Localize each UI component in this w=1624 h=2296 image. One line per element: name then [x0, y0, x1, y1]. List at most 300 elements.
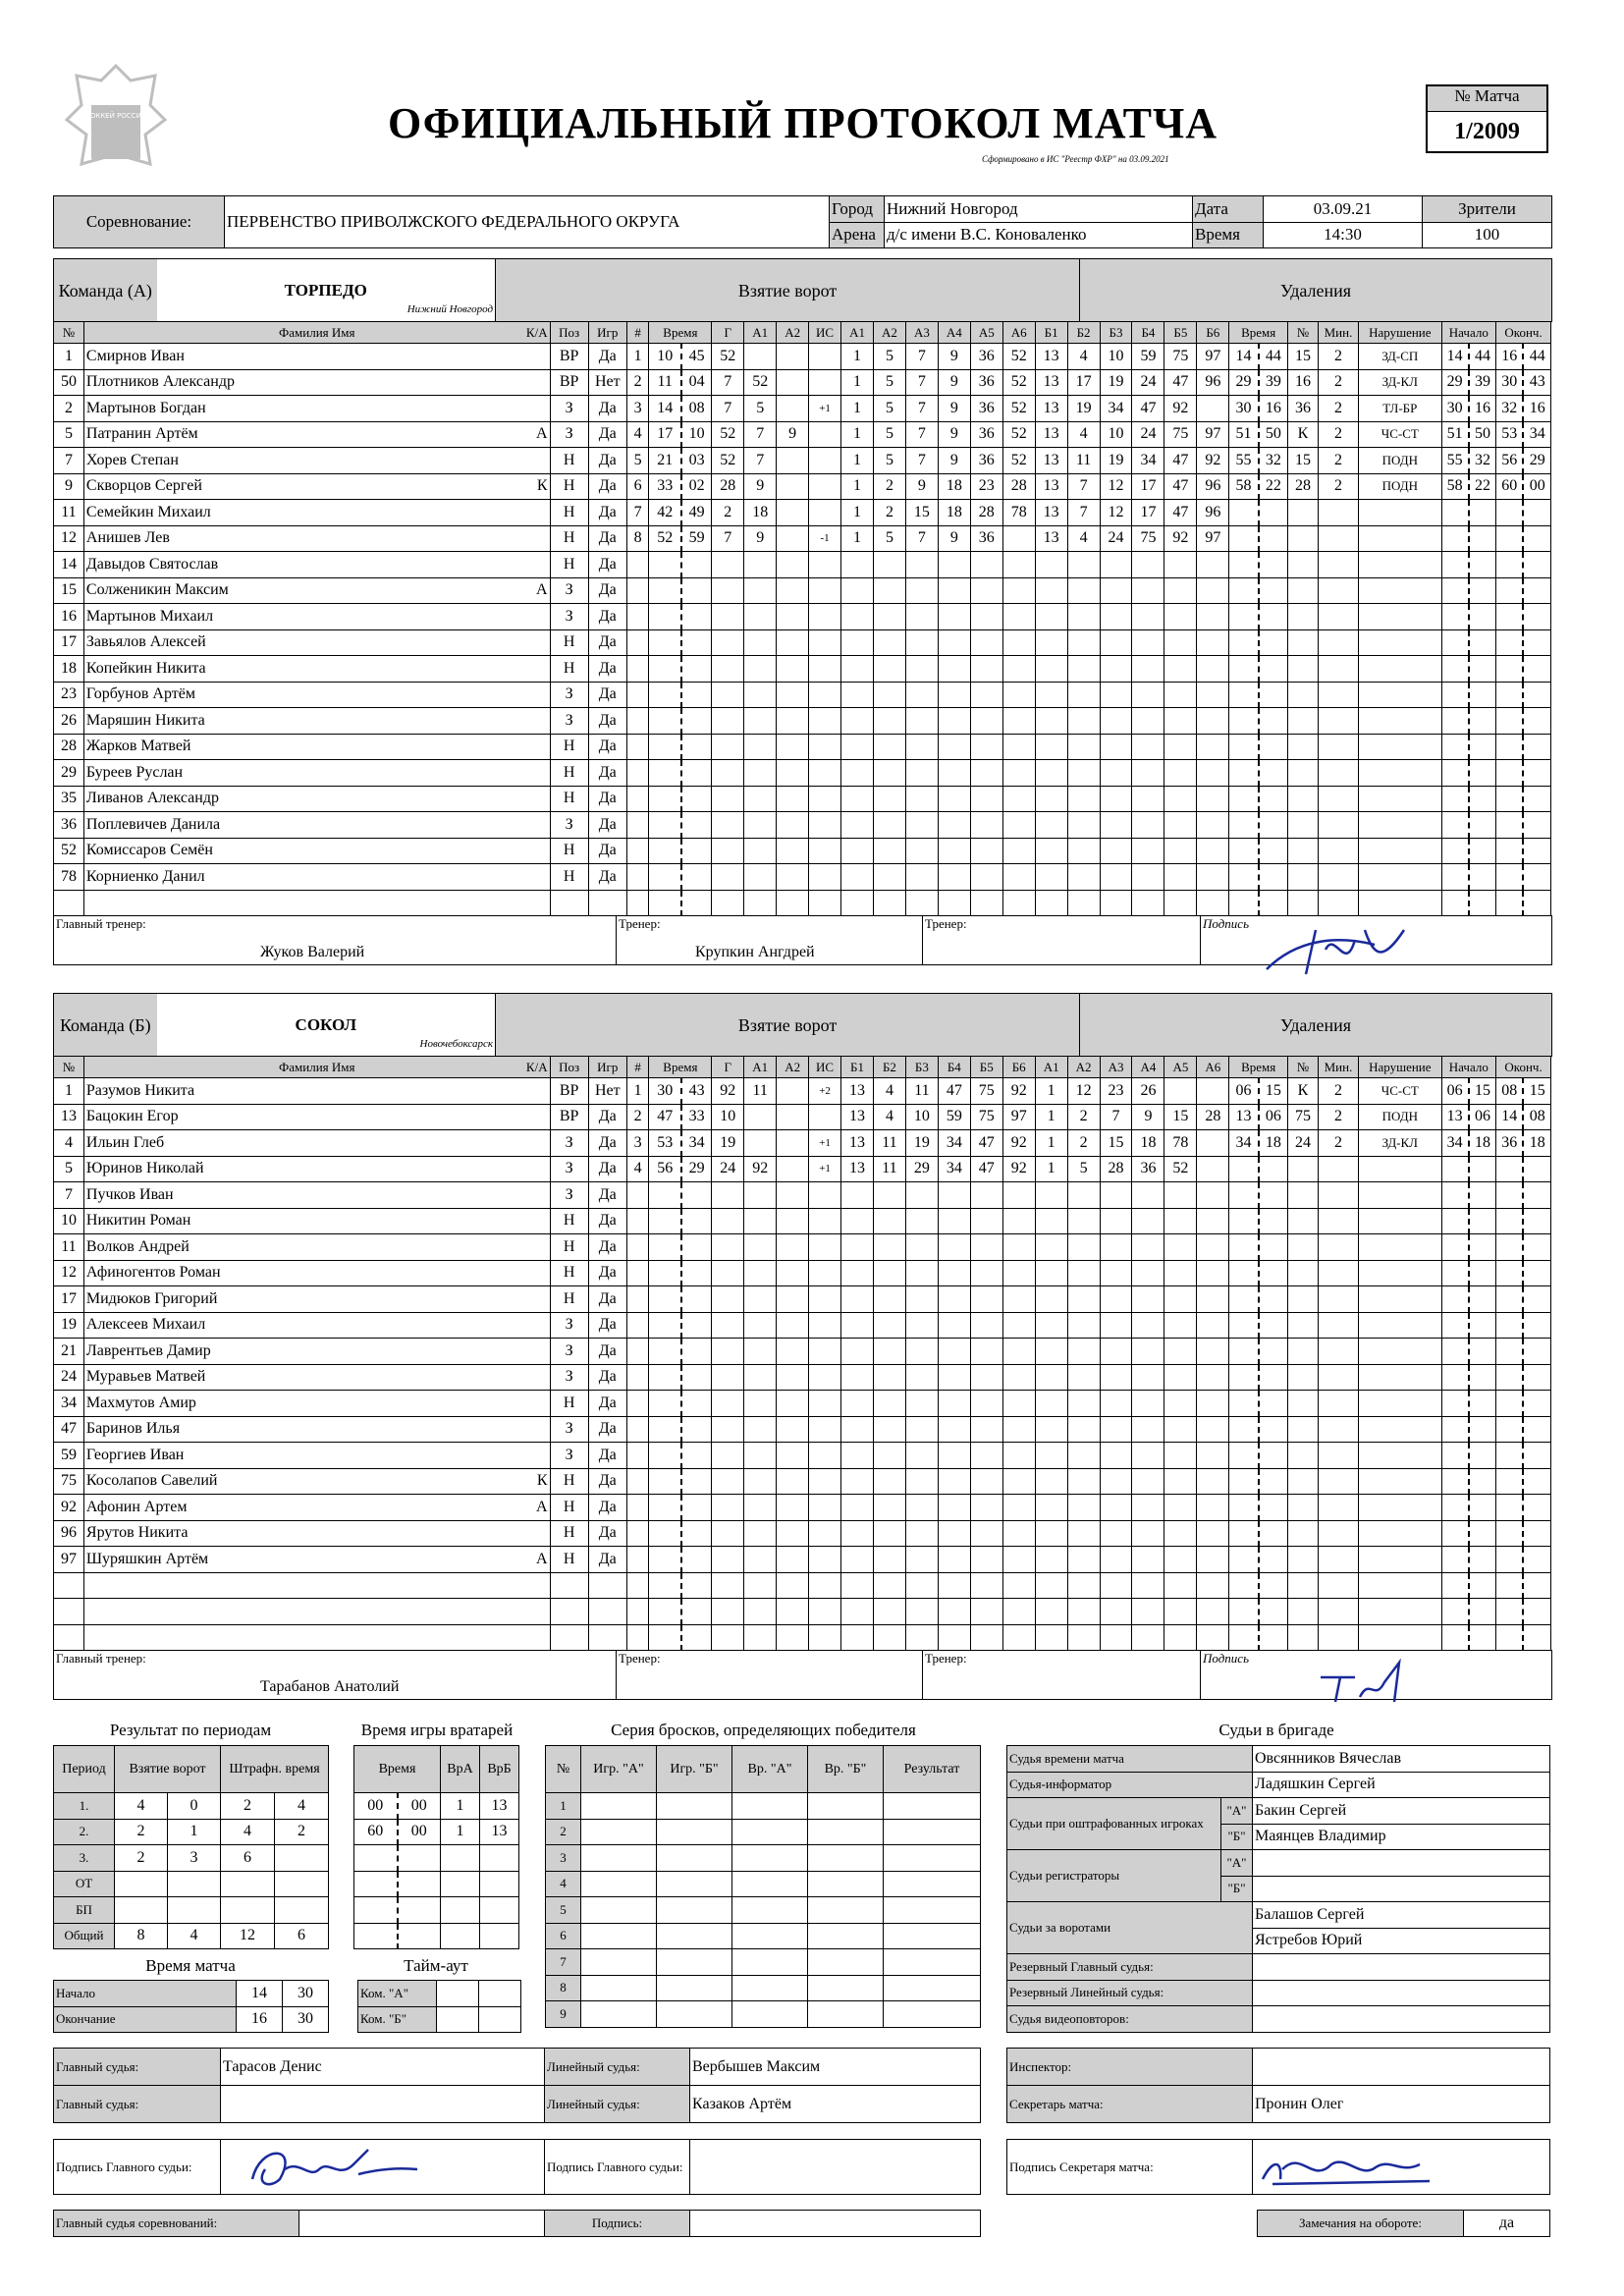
cell-text: 2 [626, 369, 649, 396]
cell-text: 17 [1067, 369, 1100, 396]
cell-text: 18 [54, 656, 84, 683]
cell-text [275, 1871, 329, 1897]
cell-text: Тренер: [619, 916, 661, 931]
cell-text: Результат [884, 1746, 981, 1793]
cell-text: 56 [1496, 448, 1524, 474]
team-a-block [53, 258, 1551, 965]
cell-text: 1 [1035, 1104, 1067, 1130]
cell-text: Н [550, 552, 588, 578]
table-row [54, 421, 1551, 448]
cell-text: 19 [1067, 396, 1100, 422]
cell-text: Мартынов Богдан [85, 399, 206, 416]
cell-text: Тренер: [925, 1651, 967, 1666]
cell-text: Судьи при оштрафованных игроках [1007, 1798, 1221, 1850]
cell-text [275, 1845, 329, 1872]
cell-text: Судья времени матча [1007, 1746, 1253, 1773]
cell-text: 10 [681, 421, 712, 448]
cell-text: 16 [1259, 396, 1288, 422]
cell-text: 9 [546, 2001, 581, 2028]
cell-text: 36 [970, 421, 1002, 448]
cell-text [480, 1897, 519, 1924]
cell-text [354, 1871, 398, 1897]
cell-text: 4 [168, 1923, 221, 1949]
cell-text: Да [588, 344, 626, 370]
cell-text: Солженикин Максим [85, 581, 229, 599]
cell-text: 34 [54, 1391, 84, 1417]
cell-text: 6 [546, 1923, 581, 1949]
cell-text: А [536, 1550, 548, 1567]
table-row [54, 604, 1551, 630]
cell-text: 7 [712, 525, 744, 552]
cell-text: А2 [777, 322, 809, 344]
cell-text: 02 [681, 473, 712, 500]
team-b-block [53, 993, 1551, 1700]
cell-text: 13 [1441, 1104, 1469, 1130]
cell-text: 11 [873, 1130, 905, 1157]
cell-text: Да [588, 812, 626, 839]
cell-text: Да [588, 1208, 626, 1234]
cell-text: "А" [1221, 1798, 1253, 1825]
signature-row [53, 2139, 981, 2195]
cell-text: Б3 [1100, 322, 1132, 344]
cell-text: 08 [1523, 1104, 1550, 1130]
table-row [54, 760, 1551, 787]
table-row [54, 1572, 1551, 1599]
cell-text: ЧС-СТ [1359, 421, 1441, 448]
cell-text: 17 [54, 1286, 84, 1313]
cell-text: А1 [1035, 1057, 1067, 1078]
cell-text: 47 [1164, 369, 1197, 396]
match-time-table [53, 1980, 329, 2033]
cell-text: ЧС-СТ [1359, 1078, 1441, 1105]
cell-text [809, 500, 841, 526]
cell-text [777, 500, 809, 526]
cell-text: Резервный Линейный судья: [1007, 1980, 1253, 2006]
periods-table [53, 1745, 329, 1949]
cell-text [354, 1845, 398, 1872]
cell-text: 12 [1100, 473, 1132, 500]
cell-text: 58 [1229, 473, 1259, 500]
cell-text: 13 [54, 1104, 84, 1130]
cell-text: 06 [1441, 1078, 1469, 1105]
cell-text: 7 [905, 344, 938, 370]
table-row [54, 1234, 1551, 1261]
cell-text: Копейкин Никита [85, 659, 206, 677]
cell-text: 30 [283, 1981, 329, 2007]
cell-text: 2 [1318, 473, 1358, 500]
cell-text: 53 [649, 1130, 681, 1157]
cell-text: Да [588, 656, 626, 683]
cell-text [168, 1871, 221, 1897]
cell-text: Да [588, 421, 626, 448]
cell-text: Да [588, 448, 626, 474]
cell-text: 30 [283, 2006, 329, 2033]
table-row [546, 1949, 981, 1976]
cell-text: Нижний Новгород [406, 303, 494, 315]
cell-text: 47 [649, 1104, 681, 1130]
cell-text: 9 [938, 421, 970, 448]
table-row [546, 1845, 981, 1872]
cell-text: ВР [550, 1104, 588, 1130]
cell-text: 19 [1100, 448, 1132, 474]
cell-text: 7 [744, 421, 777, 448]
cell-text: 1 [841, 525, 874, 552]
cell-text: 9 [938, 344, 970, 370]
cell-text: Игр [588, 322, 626, 344]
cell-text: Скворцов Сергей [85, 477, 202, 495]
cell-text: Да [588, 1468, 626, 1495]
cell-text: 2 [1067, 1130, 1100, 1157]
cell-text: Да [588, 525, 626, 552]
cell-text: Резервный Главный судья: [1007, 1954, 1253, 1981]
cell-text: Оконч. [1496, 1057, 1551, 1078]
cell-text: Юринов Николай [85, 1160, 204, 1177]
cell-text: Ястребов Юрий [1253, 1928, 1550, 1954]
cell-text: Ливанов Александр [85, 790, 219, 807]
cell-text: 55 [1229, 448, 1259, 474]
table-row [54, 1897, 329, 1924]
cell-text [115, 1871, 168, 1897]
cell-text: 13 [1035, 448, 1067, 474]
cell-text: Дата [1193, 196, 1264, 223]
cell-text: ВР [550, 369, 588, 396]
cell-text: Да [588, 604, 626, 630]
table-row [54, 1547, 1551, 1573]
team-name: ТОРПЕДО [284, 280, 367, 300]
cell-text: Н [550, 629, 588, 656]
cell-text: 26 [54, 708, 84, 735]
cell-text: 21 [54, 1339, 84, 1365]
cell-text: 13 [480, 1819, 519, 1845]
cell-text: 1 [841, 473, 874, 500]
cell-text: 1 [841, 369, 874, 396]
cell-text: 3 [546, 1845, 581, 1872]
cell-text [480, 1845, 519, 1872]
cell-text: Косолапов Савелий [85, 1472, 218, 1490]
cell-text: 75 [970, 1104, 1002, 1130]
cell-text [777, 1156, 809, 1182]
cell-text: 2 [712, 500, 744, 526]
table-row [54, 1819, 329, 1845]
cell-text: Да [588, 629, 626, 656]
match-info [53, 195, 1552, 248]
table-row [354, 1923, 519, 1949]
cell-text: Балашов Сергей [1253, 1902, 1550, 1929]
cell-text: 2 [873, 473, 905, 500]
cell-text: З [550, 1443, 588, 1469]
cell-text: 14 [649, 396, 681, 422]
cell-text: 6 [275, 1923, 329, 1949]
cell-text: Н [550, 448, 588, 474]
cell-text: 13 [1035, 344, 1067, 370]
cell-text: Смирнов Иван [85, 347, 185, 364]
cell-text: 2. [54, 1819, 115, 1845]
cell-text: Н [550, 838, 588, 864]
cell-text [777, 1130, 809, 1157]
cell-text: 4 [873, 1078, 905, 1105]
cell-text: 2 [1318, 396, 1358, 422]
cell-text: 8 [626, 525, 649, 552]
cell-text: 5 [54, 1156, 84, 1182]
cell-text: 03 [681, 448, 712, 474]
table-row [54, 1312, 1551, 1339]
cell-text: Поз [550, 1057, 588, 1078]
team-name: СОКОЛ [295, 1014, 356, 1034]
cell-text: Б6 [1197, 322, 1229, 344]
cell-text: 44 [1469, 344, 1496, 370]
cell-text: 28 [1100, 1156, 1132, 1182]
cell-text: 36 [970, 344, 1002, 370]
cell-text: З [550, 604, 588, 630]
cell-text: Да [588, 1286, 626, 1313]
cell-text: 47 [1164, 448, 1197, 474]
table-row [54, 369, 1551, 396]
cell-text: 10 [1100, 344, 1132, 370]
cell-text: 18 [744, 500, 777, 526]
cell-text: А3 [905, 322, 938, 344]
cell-text: Н [550, 500, 588, 526]
cell-text [441, 1923, 480, 1949]
cell-text: +2 [809, 1078, 841, 1105]
cell-text: Пучков Иван [85, 1185, 174, 1203]
cell-text: 1 [441, 1793, 480, 1820]
cell-text: 52 [712, 421, 744, 448]
cell-text: Да [588, 1182, 626, 1209]
cell-text [777, 525, 809, 552]
cell-text: № [54, 1057, 84, 1078]
cell-text: 9 [938, 448, 970, 474]
table-row [546, 1871, 981, 1897]
cell-text: Шуряшкин Артём [85, 1550, 209, 1567]
cell-text: Соревнование: [54, 196, 225, 248]
cell-text: 1 [441, 1819, 480, 1845]
cell-text: 30 [1229, 396, 1259, 422]
cell-text: Удаления [1080, 994, 1552, 1057]
cell-text: Мин. [1318, 1057, 1358, 1078]
table-row [354, 1819, 519, 1845]
cell-text: Б3 [905, 1057, 938, 1078]
competition-referee-row [53, 2210, 981, 2237]
cell-text: Лаврентьев Дамир [85, 1341, 211, 1359]
table-row [54, 629, 1551, 656]
cell-text: +1 [809, 396, 841, 422]
cell-text: 59 [54, 1443, 84, 1469]
cell-text: Окончание [54, 2006, 237, 2033]
cell-text: 29 [1441, 369, 1469, 396]
cell-text: 47 [54, 1416, 84, 1443]
cell-text: 92 [1002, 1130, 1035, 1157]
cell-text: 29 [1523, 448, 1550, 474]
cell-text [777, 1104, 809, 1130]
table-row [54, 396, 1551, 422]
cell-text: Н [550, 1391, 588, 1417]
cell-text: 92 [1002, 1078, 1035, 1105]
cell-text: Б6 [1002, 1057, 1035, 1078]
table-row [54, 1130, 1551, 1157]
cell-text: 50 [1259, 421, 1288, 448]
cell-text: 24 [1100, 525, 1132, 552]
cell-text: 97 [54, 1547, 84, 1573]
cell-text: Плотников Александр [85, 373, 235, 391]
cell-text: К [1288, 1078, 1319, 1105]
cell-text: Нет [588, 1078, 626, 1105]
cell-text: 2 [626, 1104, 649, 1130]
cell-text: Да [588, 786, 626, 812]
cell-text: +1 [809, 1156, 841, 1182]
cell-text: 92 [712, 1078, 744, 1105]
cell-text: 30 [1441, 396, 1469, 422]
gk-title: Время игры вратарей [360, 1721, 514, 1739]
table-row [54, 1104, 1551, 1130]
cell-text: 15 [54, 577, 84, 604]
cell-text: Взятие ворот [496, 259, 1080, 322]
cell-text: 4 [873, 1104, 905, 1130]
cell-text: 1 [841, 344, 874, 370]
cell-text: 4 [626, 1156, 649, 1182]
cell-text: 15 [905, 500, 938, 526]
cell-text: Б1 [841, 1057, 874, 1078]
cell-text: Алексеев Михаил [85, 1316, 206, 1334]
cell-text: "А" [1221, 1850, 1253, 1877]
cell-text [398, 1923, 441, 1949]
cell-text: 34 [1229, 1130, 1259, 1157]
cell-text: Махмутов Амир [85, 1394, 196, 1411]
cell-text: № [1288, 1057, 1319, 1078]
cell-text: Секретарь матча: [1007, 2086, 1253, 2123]
cell-text: 19 [905, 1130, 938, 1157]
cell-text: 92 [1164, 525, 1197, 552]
cell-text: Инспектор: [1007, 2049, 1253, 2086]
cell-text: 7 [626, 500, 649, 526]
cell-text: 19 [1100, 369, 1132, 396]
table-row [354, 1793, 519, 1820]
cell-text: 58 [1441, 473, 1469, 500]
table-row [54, 1416, 1551, 1443]
cell-text: Б4 [1132, 322, 1164, 344]
cell-text: 16 [1523, 396, 1550, 422]
secretary-signature [1253, 2140, 1550, 2195]
cell-text: Время [354, 1746, 441, 1793]
cell-text: 06 [1469, 1104, 1496, 1130]
cell-text: Поплевичев Данила [85, 815, 221, 833]
table-row [546, 1923, 981, 1949]
cell-text: З [550, 421, 588, 448]
cell-text: 12 [54, 525, 84, 552]
cell-text: Бакин Сергей [1253, 1798, 1550, 1825]
cell-text: Арена [830, 222, 885, 248]
cell-text: № [1288, 322, 1319, 344]
cell-text: 34 [681, 1130, 712, 1157]
cell-text: Да [588, 682, 626, 708]
cell-text: 4 [1067, 344, 1100, 370]
cell-text: Да [588, 1364, 626, 1391]
cell-text: 2 [1318, 1104, 1358, 1130]
cell-text: 15 [1100, 1130, 1132, 1157]
cell-text: А1 [841, 322, 874, 344]
cell-text: 36 [970, 396, 1002, 422]
cell-text: Маянцев Владимир [1253, 1824, 1550, 1850]
cell-text [221, 2086, 545, 2123]
cell-text: 08 [1496, 1078, 1524, 1105]
cell-text: 3. [54, 1845, 115, 1872]
cell-text: 9 [54, 473, 84, 500]
cell-text: А [536, 425, 548, 443]
cell-text: 32 [1259, 448, 1288, 474]
cell-text: 96 [1197, 500, 1229, 526]
cell-text: Начало [1441, 1057, 1496, 1078]
timeout-title: Тайм-аут [404, 1956, 468, 1975]
cell-text: Да [588, 1156, 626, 1182]
cell-text: А2 [873, 322, 905, 344]
cell-text: 75 [1164, 344, 1197, 370]
cell-text: 47 [1164, 500, 1197, 526]
cell-text: 75 [54, 1468, 84, 1495]
cell-text: 2 [1318, 369, 1358, 396]
cell-text: 52 [1002, 421, 1035, 448]
cell-text [275, 1897, 329, 1924]
cell-text: 47 [938, 1078, 970, 1105]
cell-text: Тарасов Денис [221, 2049, 545, 2086]
cell-text: Время [1229, 322, 1288, 344]
cell-text: Да [588, 1547, 626, 1573]
cell-text: З [550, 1156, 588, 1182]
cell-text: Н [550, 1234, 588, 1261]
cell-text: З [550, 682, 588, 708]
cell-text: А [536, 581, 548, 599]
cell-text: # [626, 322, 649, 344]
cell-text: Тренер: [619, 1651, 661, 1666]
cell-text: БП [54, 1897, 115, 1924]
cell-text: 52 [649, 525, 681, 552]
cell-text: 56 [649, 1156, 681, 1182]
cell-text: 4 [275, 1793, 329, 1820]
cell-text: "Б" [1221, 1876, 1253, 1902]
cell-text: К/А [525, 324, 548, 340]
table-row [54, 1923, 329, 1949]
cell-text: ЗД-КЛ [1359, 1130, 1441, 1157]
cell-text: 4 [115, 1793, 168, 1820]
cell-text: 1 [841, 421, 874, 448]
cell-text: Да [588, 1443, 626, 1469]
cell-text: 42 [649, 500, 681, 526]
cell-text: 92 [1197, 448, 1229, 474]
cell-text: 2 [873, 500, 905, 526]
cell-text: 2 [1318, 421, 1358, 448]
table-row [54, 1520, 1551, 1547]
table-row [54, 708, 1551, 735]
cell-text: 4 [1067, 525, 1100, 552]
table-row [54, 552, 1551, 578]
cell-text: 28 [970, 500, 1002, 526]
cell-text [441, 1871, 480, 1897]
cell-text: Н [550, 864, 588, 891]
page-title: ОФИЦИАЛЬНЫЙ ПРОТОКОЛ МАТЧА [388, 99, 1218, 147]
cell-text: 60 [354, 1819, 398, 1845]
cell-text: Главный тренер: [56, 916, 146, 931]
cell-text [809, 369, 841, 396]
cell-text: 97 [1197, 344, 1229, 370]
cell-text: ВР [550, 344, 588, 370]
cell-text: 45 [681, 344, 712, 370]
cell-text: 36 [970, 369, 1002, 396]
cell-text: Нарушение [1359, 1057, 1441, 1078]
cell-text: 92 [1002, 1156, 1035, 1182]
cell-text: 1 [1035, 1078, 1067, 1105]
cell-text: 78 [1002, 500, 1035, 526]
cell-text: 78 [54, 864, 84, 891]
cell-text: 5 [873, 344, 905, 370]
cell-text: Патранин Артём [85, 425, 198, 443]
